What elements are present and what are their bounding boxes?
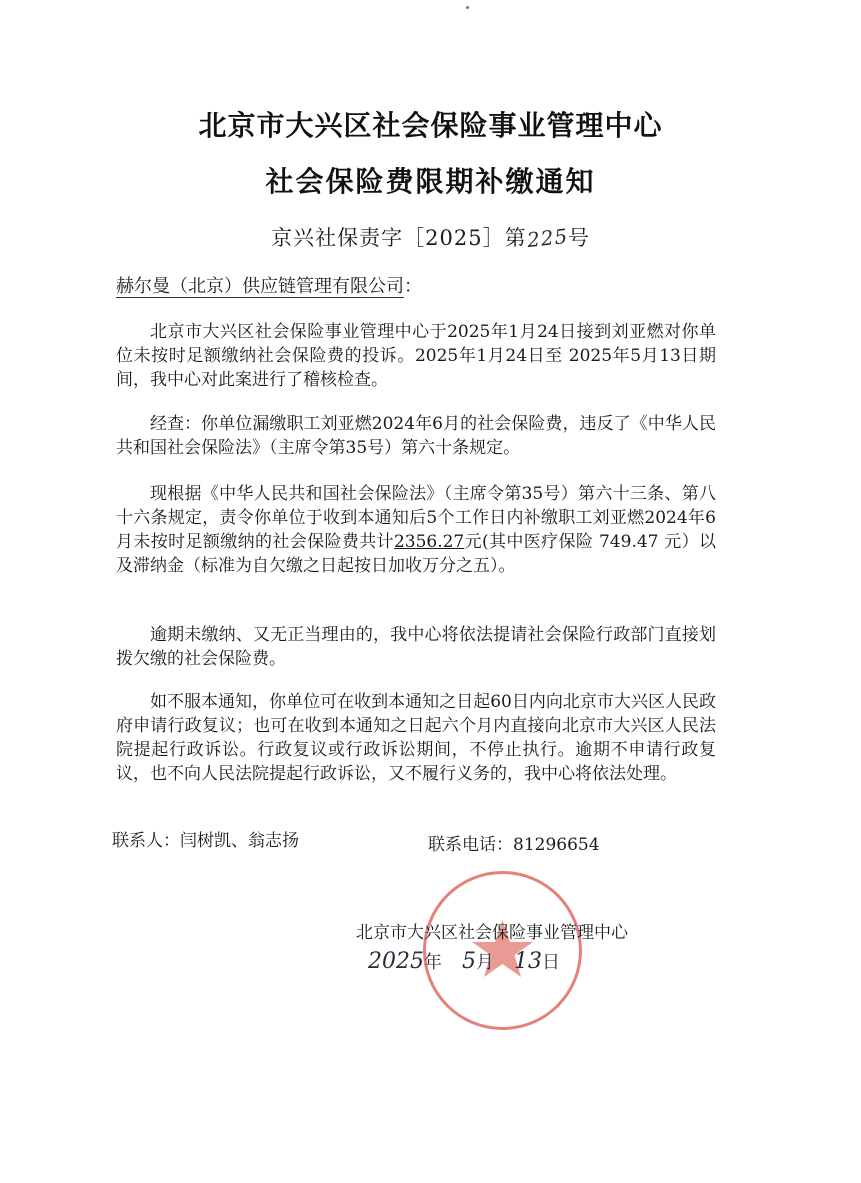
document-number — [0, 222, 861, 252]
date-day-unit: 日 — [542, 952, 560, 973]
contact-phone — [428, 830, 600, 855]
date-year-unit: 年 — [424, 952, 442, 973]
contact-phone-number: 81296654 — [513, 835, 600, 855]
paragraph-findings: 经查：你单位漏缴职工刘亚燃2024年6月的社会保险费，违反了《中华人民共和国社会保险法》（主席令第35号）第六十条规定。 — [116, 414, 716, 458]
notice-title: 社会保险费限期补缴通知 — [265, 165, 596, 198]
contact-phone-label: 联系电话： — [428, 835, 513, 855]
addressee-name: 赫尔曼（北京）供应链管理有限公司 — [116, 276, 404, 297]
date-year: 2025 — [368, 949, 424, 974]
date-day: 13 — [514, 949, 542, 974]
paragraph-appeal: 如不服本通知，你单位可在收到本通知之日起60日内向北京市大兴区人民政府申请行政复议；也可在收到本通知之日起六个月内直接向北京市大兴区人民法院提起行政诉讼。行政复议或行政诉讼期间，不停止执行。逾期不申请行政复议，也不向人民法院提起行政诉讼，又不履行义务的，我中心将依法处理。 — [116, 692, 716, 784]
issuer-signature: 北京市大兴区社会保险事业管理中心 — [356, 923, 628, 943]
doc-number-prefix: 京兴社保责字［2025］第 — [271, 226, 527, 250]
addressee — [116, 272, 422, 298]
order-text-tail: 元(其中医疗保险 749.47 元）以及滞纳金（标准为自欠缴之日起按日加收万分之五）。 — [116, 532, 716, 576]
contact-persons-names: 闫树凯、翁志扬 — [180, 831, 299, 851]
contact-persons-label: 联系人： — [112, 831, 180, 851]
date-month: 5 — [462, 949, 476, 974]
doc-number-suffix: 号 — [567, 226, 590, 250]
addressee-colon: ： — [404, 276, 422, 297]
issue-date — [368, 948, 560, 974]
order-text: 现根据《中华人民共和国社会保险法》（主席令第35号）第六十三条、第八十六条规定，责令你单位于收到本通知后5个工作日内补缴职工刘亚燃2024年6月未按时足额缴纳的社会保险费共计 — [116, 484, 716, 552]
doc-number-handwritten: 225 — [525, 223, 569, 253]
paragraph-overdue: 逾期未缴纳、又无正当理由的，我中心将依法提请社会保险行政部门直接划拨欠缴的社会保险费。 — [116, 625, 716, 669]
issuer-title: 北京市大兴区社会保险事业管理中心 — [198, 109, 663, 142]
paragraph-complaint: 北京市大兴区社会保险事业管理中心于2025年1月24日接到刘亚燃对你单位未按时足额缴纳社会保险费的投诉。2025年1月24日至 2025年5月13日期间，我中心对此案进行了稽核检查。 — [116, 322, 716, 390]
paragraph-order — [116, 482, 716, 578]
amount-due: 2356.27 — [393, 532, 465, 552]
contact-persons — [112, 826, 299, 851]
staple-mark — [466, 6, 469, 9]
date-month-unit: 月 — [476, 952, 494, 973]
